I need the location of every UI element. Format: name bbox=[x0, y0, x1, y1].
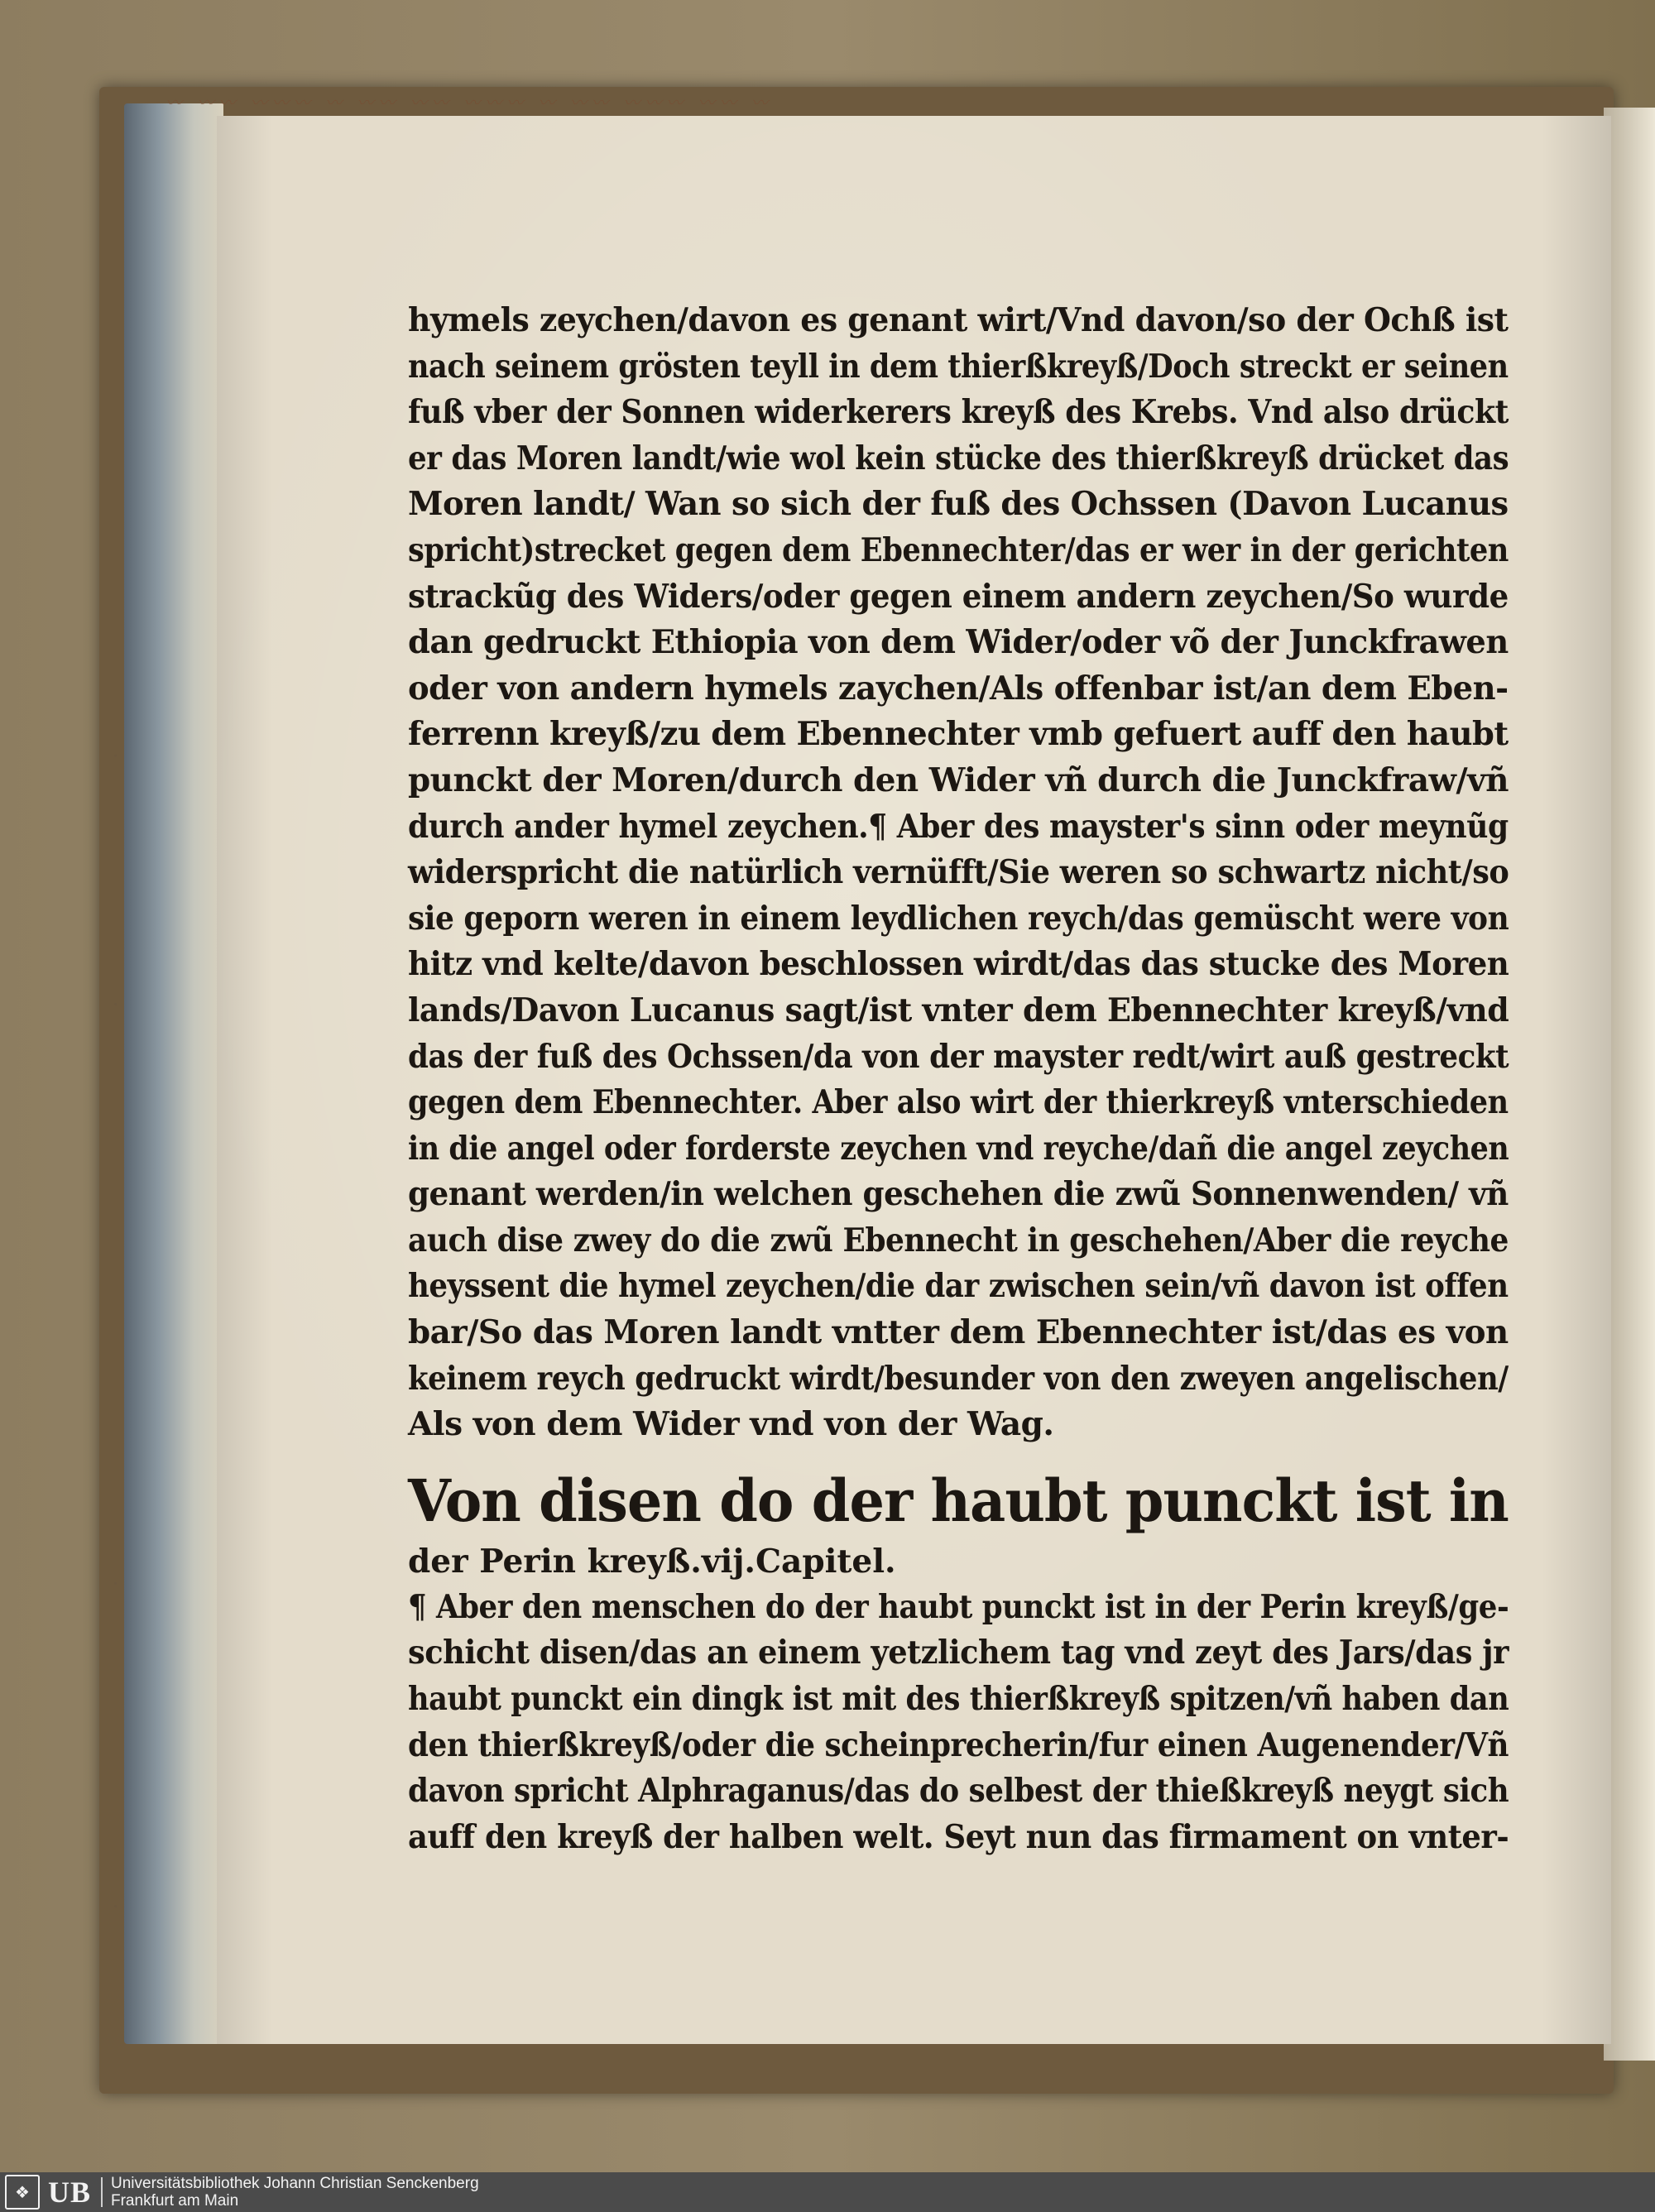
text-line: gegen dem Ebennechter. Aber also wirt der thierkreyß vnterschieden bbox=[408, 1083, 1509, 1122]
gutter-mark: · bbox=[113, 1895, 119, 1918]
text-line: heyssent die hymel zeychen/die dar zwischen sein/vñ davon ist offen bbox=[408, 1267, 1509, 1306]
text-line: ¶ Aber den menschen do der haubt punckt ist in der Perin kreyß/ge- bbox=[408, 1587, 1509, 1626]
text-line: genant werden/in welchen geschehen die zwũ Sonnenwenden/ vñ bbox=[408, 1175, 1509, 1214]
library-credit bbox=[111, 2175, 479, 2210]
text-line: dan gedruckt Ethiopia von dem Wider/oder võ der Junckfrawen bbox=[408, 623, 1509, 662]
text-line: auch dise zwey do die zwũ Ebennecht in geschehen/Aber die reyche bbox=[408, 1221, 1509, 1260]
text-line: punckt der Moren/durch den Wider vñ durch die Junckfraw/vñ bbox=[408, 761, 1509, 799]
text-line: widerspricht die natürlich vernüfft/Sie weren so schwartz nicht/so bbox=[408, 853, 1509, 892]
page-text bbox=[408, 298, 1509, 1860]
page-edges bbox=[124, 103, 223, 2044]
text-line: Moren landt/ Wan so sich der fuß des Ochssen (Davon Lucanus bbox=[408, 485, 1509, 524]
text-line: das der fuß des Ochssen/da von der mayster redt/wirt auß gestreckt bbox=[408, 1037, 1509, 1076]
text-line: hitz vnd kelte/davon beschlossen wirdt/das das stucke des Moren bbox=[408, 945, 1509, 984]
text-line: nach seinem grösten teyll in dem thierßkreyß/Doch streckt er seinen bbox=[408, 347, 1509, 386]
text-line: keinem reych gedruckt wirdt/besunder von den zweyen angelischen/ bbox=[408, 1359, 1509, 1398]
text-line: in die angel oder forderste zeychen vnd reyche/dañ die angel zeychen bbox=[408, 1129, 1509, 1168]
text-line: schicht disen/das an einem yetzlichem tag vnd zeyt des Jars/das jr bbox=[408, 1634, 1509, 1672]
gutter-mark: · bbox=[113, 745, 119, 768]
text-line: lands/Davon Lucanus sagt/ist vnter dem Ebennechter kreyß/vnd bbox=[408, 991, 1509, 1029]
paragraph-1 bbox=[408, 298, 1509, 1448]
text-line: sie geporn weren in einem leydlichen reych/das gemüscht were von bbox=[408, 899, 1509, 938]
text-line: durch ander hymel zeychen.¶ Aber des mayster's sinn oder meynũg bbox=[408, 807, 1509, 846]
text-line: ferrenn kreyß/zu dem Ebennechter vmb gefuert auff den haubt bbox=[408, 715, 1509, 754]
text-line: davon spricht Alphraganus/das do selbest der thießkreyß neygt sich bbox=[408, 1772, 1509, 1811]
text-line: bar/So das Moren landt vntter dem Ebennechter ist/das es von bbox=[408, 1313, 1509, 1352]
library-seal-icon: ❖ bbox=[5, 2175, 40, 2210]
library-abbreviation: UB bbox=[48, 2176, 92, 2209]
marginal-scribble: 〰 〰〰 〰〰〰 〰 〰〰 〰〰 〰〰〰 〰 〰〰 〰〰〰 〰〰 〰 bbox=[166, 93, 773, 113]
text-line: fuß vber der Sonnen widerkerers kreyß des Krebs. Vnd also drückt bbox=[408, 393, 1509, 432]
text-line: Als von dem Wider vnd von der Wag. bbox=[408, 1405, 1054, 1444]
text-line: haubt punckt ein dingk ist mit des thierßkreyß spitzen/vñ haben dan bbox=[408, 1680, 1509, 1719]
library-name: Universitätsbibliothek Johann Christian Senckenberg bbox=[111, 2175, 479, 2192]
footer-divider bbox=[101, 2177, 103, 2207]
gutter-mark: · bbox=[113, 1572, 119, 1595]
paragraph-2 bbox=[408, 1585, 1509, 1861]
facing-page-edge bbox=[1604, 108, 1655, 2061]
text-line: hymels zeychen/davon es genant wirt/Vnd davon/so der Ochß ist bbox=[408, 301, 1509, 339]
library-logo bbox=[5, 2176, 94, 2209]
library-footer bbox=[0, 2172, 1655, 2212]
library-city: Frankfurt am Main bbox=[111, 2192, 239, 2210]
text-line: auff den kreyß der halben welt. Seyt nun das firmament on vnter- bbox=[408, 1817, 1509, 1856]
text-line: spricht)strecket gegen dem Ebennechter/das er wer in der gerichten bbox=[408, 530, 1509, 569]
text-line: er das Moren landt/wie wol kein stücke des thierßkreyß drücket das bbox=[408, 439, 1509, 477]
chapter-subheading: der Perin kreyß.vij.Capitel. bbox=[408, 1542, 896, 1581]
gutter-mark: · bbox=[113, 993, 119, 1016]
text-line: strackũg des Widers/oder gegen einem andern zeychen/So wurde bbox=[408, 577, 1509, 616]
text-line: oder von andern hymels zaychen/Als offenbar ist/an dem Eben- bbox=[408, 669, 1509, 708]
chapter-heading: Von disen do der haubt punckt ist in bbox=[408, 1466, 1509, 1535]
text-line: den thierßkreyß/oder die scheinprecherin/fur einen Augenender/Vñ bbox=[408, 1725, 1509, 1764]
